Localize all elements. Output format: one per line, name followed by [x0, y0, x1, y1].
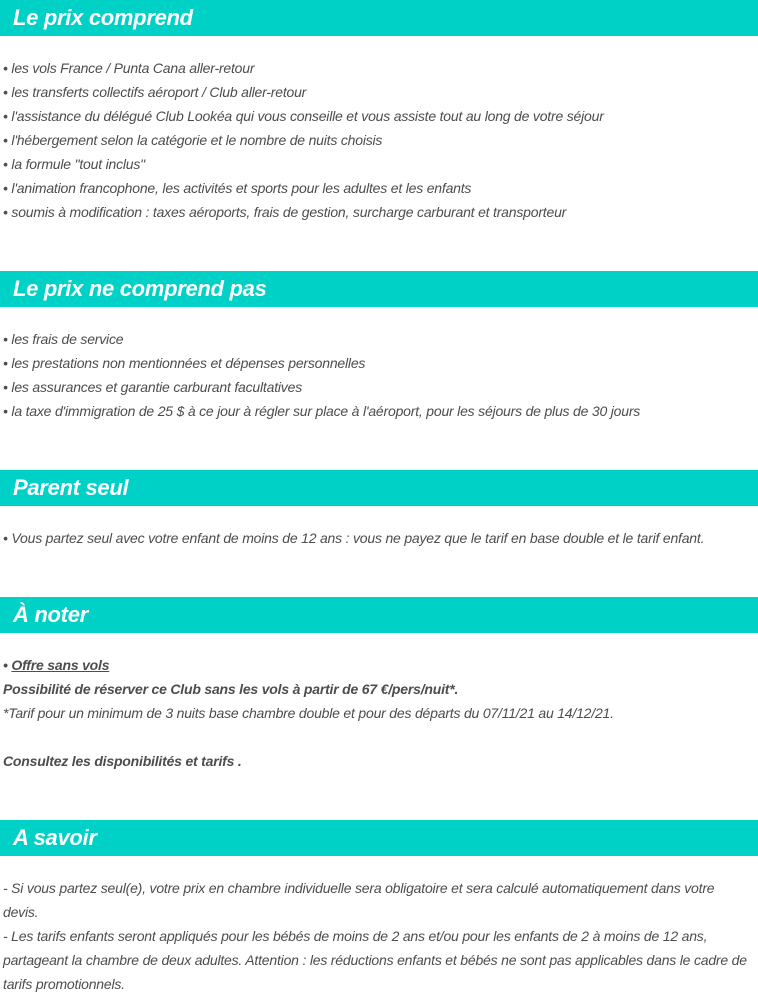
- info-paragraph: - Les tarifs enfants seront appliqués pour les bébés de moins de 2 ans et/ou pour les enfants de 2 à moins de 12 ans, partageant la chambre de deux adultes. Attention : les réductions enfants et bébés ne sont pas applicables dans le cadre de tarifs promotionnels.: [3, 928, 747, 992]
- list-item: • la formule "tout inclus": [3, 152, 752, 176]
- list-item: • Vous partez seul avec votre enfant de moins de 12 ans : vous ne payez que le tarif en base double et le tarif enfant.: [3, 526, 752, 550]
- list-item: • les transferts collectifs aéroport / Club aller-retour: [3, 80, 752, 104]
- consult-availability-text: Consultez les disponibilités et tarifs .: [3, 753, 242, 769]
- list-item: • les vols France / Punta Cana aller-retour: [3, 56, 752, 80]
- section-header: [0, 597, 758, 633]
- blank-line: [3, 725, 752, 749]
- section-single-parent: [0, 470, 758, 550]
- section-note: [0, 597, 758, 773]
- section-body: [0, 36, 758, 224]
- section-header: [0, 0, 758, 36]
- section-title: Parent seul: [13, 475, 129, 500]
- list-item: • l'assistance du délégué Club Lookéa qui vous conseille et vous assiste tout au long de votre séjour: [3, 104, 752, 128]
- section-body: [0, 633, 758, 773]
- section-title: À noter: [13, 602, 88, 627]
- section-body: [0, 506, 758, 550]
- list-item: • les frais de service: [3, 327, 752, 351]
- section-title: Le prix ne comprend pas: [13, 276, 267, 301]
- offer-without-flights-label: Offre sans vols: [11, 657, 110, 673]
- section-price-excludes: [0, 271, 758, 423]
- list-item: • l'hébergement selon la catégorie et le nombre de nuits choisis: [3, 128, 752, 152]
- list-item: • les prestations non mentionnées et dépenses personnelles: [3, 351, 752, 375]
- list-item: • l'animation francophone, les activités et sports pour les adultes et les enfants: [3, 176, 752, 200]
- section-good-to-know: [0, 820, 758, 996]
- section-header: [0, 271, 758, 307]
- section-body: [0, 307, 758, 423]
- offer-detail-text: Possibilité de réserver ce Club sans les vols à partir de 67 €/pers/nuit*.: [3, 681, 459, 697]
- offer-without-flights-heading: [3, 653, 752, 677]
- offer-terms-text: *Tarif pour un minimum de 3 nuits base chambre double et pour des départs du 07/11/21 au 14/12/21.: [3, 705, 614, 721]
- section-header: [0, 820, 758, 856]
- section-title: A savoir: [13, 825, 97, 850]
- list-item: • les assurances et garantie carburant facultatives: [3, 375, 752, 399]
- section-title: Le prix comprend: [13, 5, 193, 30]
- section-price-includes: [0, 0, 758, 224]
- list-item: • la taxe d'immigration de 25 $ à ce jour à régler sur place à l'aéroport, pour les séjours de plus de 30 jours: [3, 399, 752, 423]
- info-paragraph: - Si vous partez seul(e), votre prix en chambre individuelle sera obligatoire et sera calculé automatiquement dans votre devis.: [3, 880, 715, 920]
- section-body: [0, 856, 758, 996]
- section-header: [0, 470, 758, 506]
- list-item: • soumis à modification : taxes aéroports, frais de gestion, surcharge carburant et transporteur: [3, 200, 752, 224]
